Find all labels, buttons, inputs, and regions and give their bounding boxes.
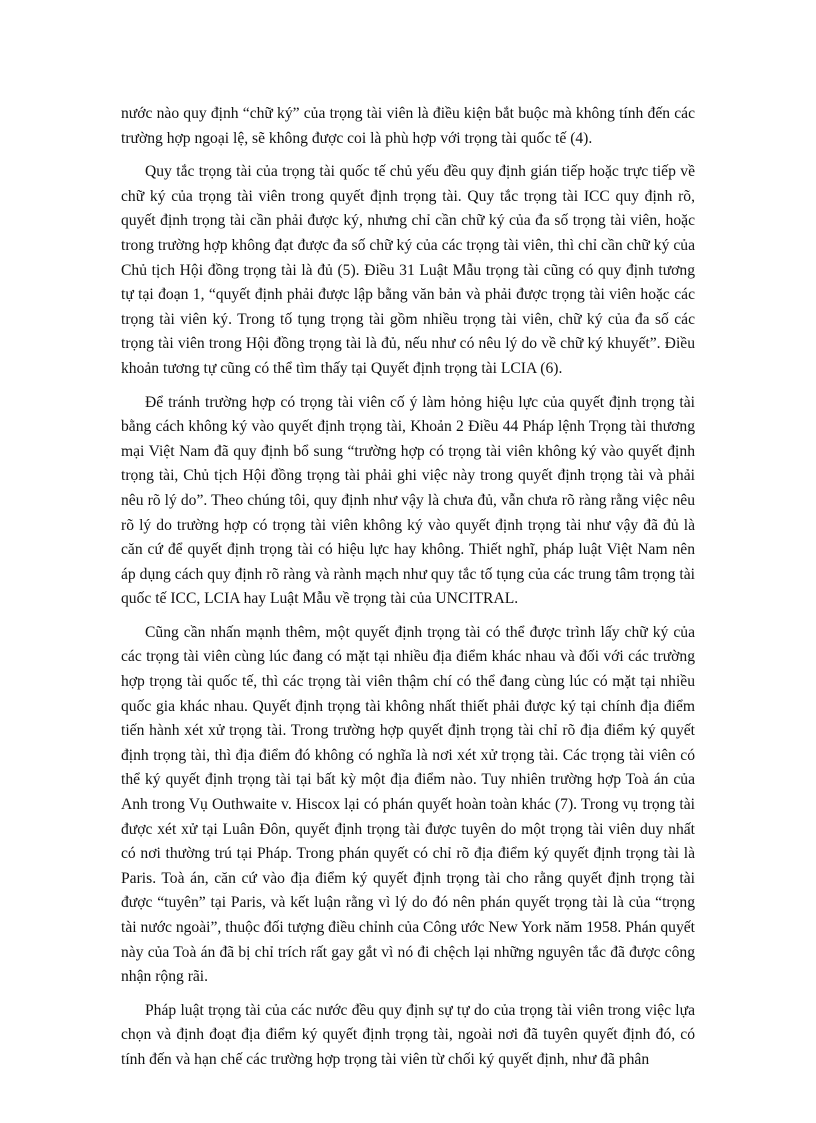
paragraph-continuation: nước nào quy định “chữ ký” của trọng tài viên là điều kiện bắt buộc mà không tính đến các trường hợp ngoại lệ, sẽ không được coi là phù hợp với trọng tài quốc tế (4). bbox=[121, 105, 695, 147]
paragraph-signing-location: Cũng cần nhấn mạnh thêm, một quyết định trọng tài có thể được trình lấy chữ ký của các trọng tài viên cùng lúc đang có mặt tại nhiều địa điểm khác nhau và đối với các trường hợp trọng tài quốc tế, thì các trọng tài viên thậm chí có thể đang cùng lúc có mặt tại nhiều quốc gia khác nhau. Quyết định trọng tài không nhất thiết phải được ký tại chính địa điểm tiến hành xét xử trọng tài. Trong trường hợp quyết định trọng tài chỉ rõ địa điểm ký quyết định trọng tài, thì địa điểm đó không có nghĩa là nơi xét xử trọng tài. Các trọng tài viên có thể ký quyết định trọng tài tại bất kỳ một địa điểm nào. Tuy nhiên trường hợp Toà án của Anh trong Vụ Outhwaite v. Hiscox lại có phán quyết hoàn toàn khác (7). Trong vụ trọng tài được xét xử tại Luân Đôn, quyết định trọng tài được tuyên do một trọng tài viên duy nhất có nơi thường trú tại Pháp. Trong phán quyết có chỉ rõ địa điểm ký quyết định trọng tài là Paris. Toà án, căn cứ vào địa điểm ký quyết định trọng tài cho rằng quyết định trọng tài được “tuyên” tại Paris, và kết luận rằng vì lý do đó nên phán quyết trọng tài là của “trọng tài nước ngoài”, thuộc đối tượng điều chỉnh của Công ước New York năm 1958. Phán quyết này của Toà án đã bị chỉ trích rất gay gắt vì nó đi chệch lại những nguyên tắc đã được công nhận rộng rãi. bbox=[121, 623, 695, 986]
paragraph-vietnam-ordinance: Để tránh trường hợp có trọng tài viên cố ý làm hỏng hiệu lực của quyết định trọng tài bằng cách không ký vào quyết định trọng tài, Khoản 2 Điều 44 Pháp lệnh Trọng tài thương mại Việt Nam đã quy định bổ sung “trường hợp có trọng tài viên không ký vào quyết định trọng tài, Chủ tịch Hội đồng trọng tài phải ghi việc này trong quyết định trọng tài và phải nêu rõ lý do”. Theo chúng tôi, quy định như vậy là chưa đủ, vẫn chưa rõ ràng rằng việc nêu rõ lý do trường hợp có trọng tài viên không ký vào quyết định trọng tài như vậy đã đủ là căn cứ để quyết định trọng tài có hiệu lực hay không. Thiết nghĩ, pháp luật Việt Nam nên áp dụng cách quy định rõ ràng và rành mạch như quy tắc tố tụng của các trung tâm trọng tài quốc tế ICC, LCIA hay Luật Mẫu về trọng tài của UNCITRAL. bbox=[121, 393, 695, 608]
document-body bbox=[121, 102, 695, 1082]
paragraph-national-law: Pháp luật trọng tài của các nước đều quy định sự tự do của trọng tài viên trong việc lựa chọn và định đoạt địa điểm ký quyết định trọng tài, ngoài nơi đã tuyên quyết định đó, có tính đến và hạn chế các trường hợp trọng tài viên từ chối ký quyết định, như đã phân bbox=[121, 1001, 695, 1068]
paragraph-signature-rules: Quy tắc trọng tài của trọng tài quốc tế chủ yếu đều quy định gián tiếp hoặc trực tiếp về chữ ký của trọng tài viên trong quyết định trọng tài. Quy tắc trọng tài ICC quy định rõ, quyết định trọng tài cần phải được ký, nhưng chỉ cần chữ ký của đa số trọng tài viên, hoặc trong trường hợp không đạt được đa số chữ ký của các trọng tài viên, thì chỉ cần chữ ký của Chủ tịch Hội đồng trọng tài là đủ (5). Điều 31 Luật Mẫu trọng tài cũng có quy định tương tự tại đoạn 1, “quyết định phải được lập bằng văn bản và phải được trọng tài viên hoặc các trọng tài viên ký. Trong tố tụng trọng tài gồm nhiều trọng tài viên, chữ ký của đa số các trọng tài viên trong Hội đồng trọng tài là đủ, nếu như có nêu lý do về chữ ký khuyết”. Điều khoản tương tự cũng có thể tìm thấy tại Quyết định trọng tài LCIA (6). bbox=[121, 163, 695, 377]
